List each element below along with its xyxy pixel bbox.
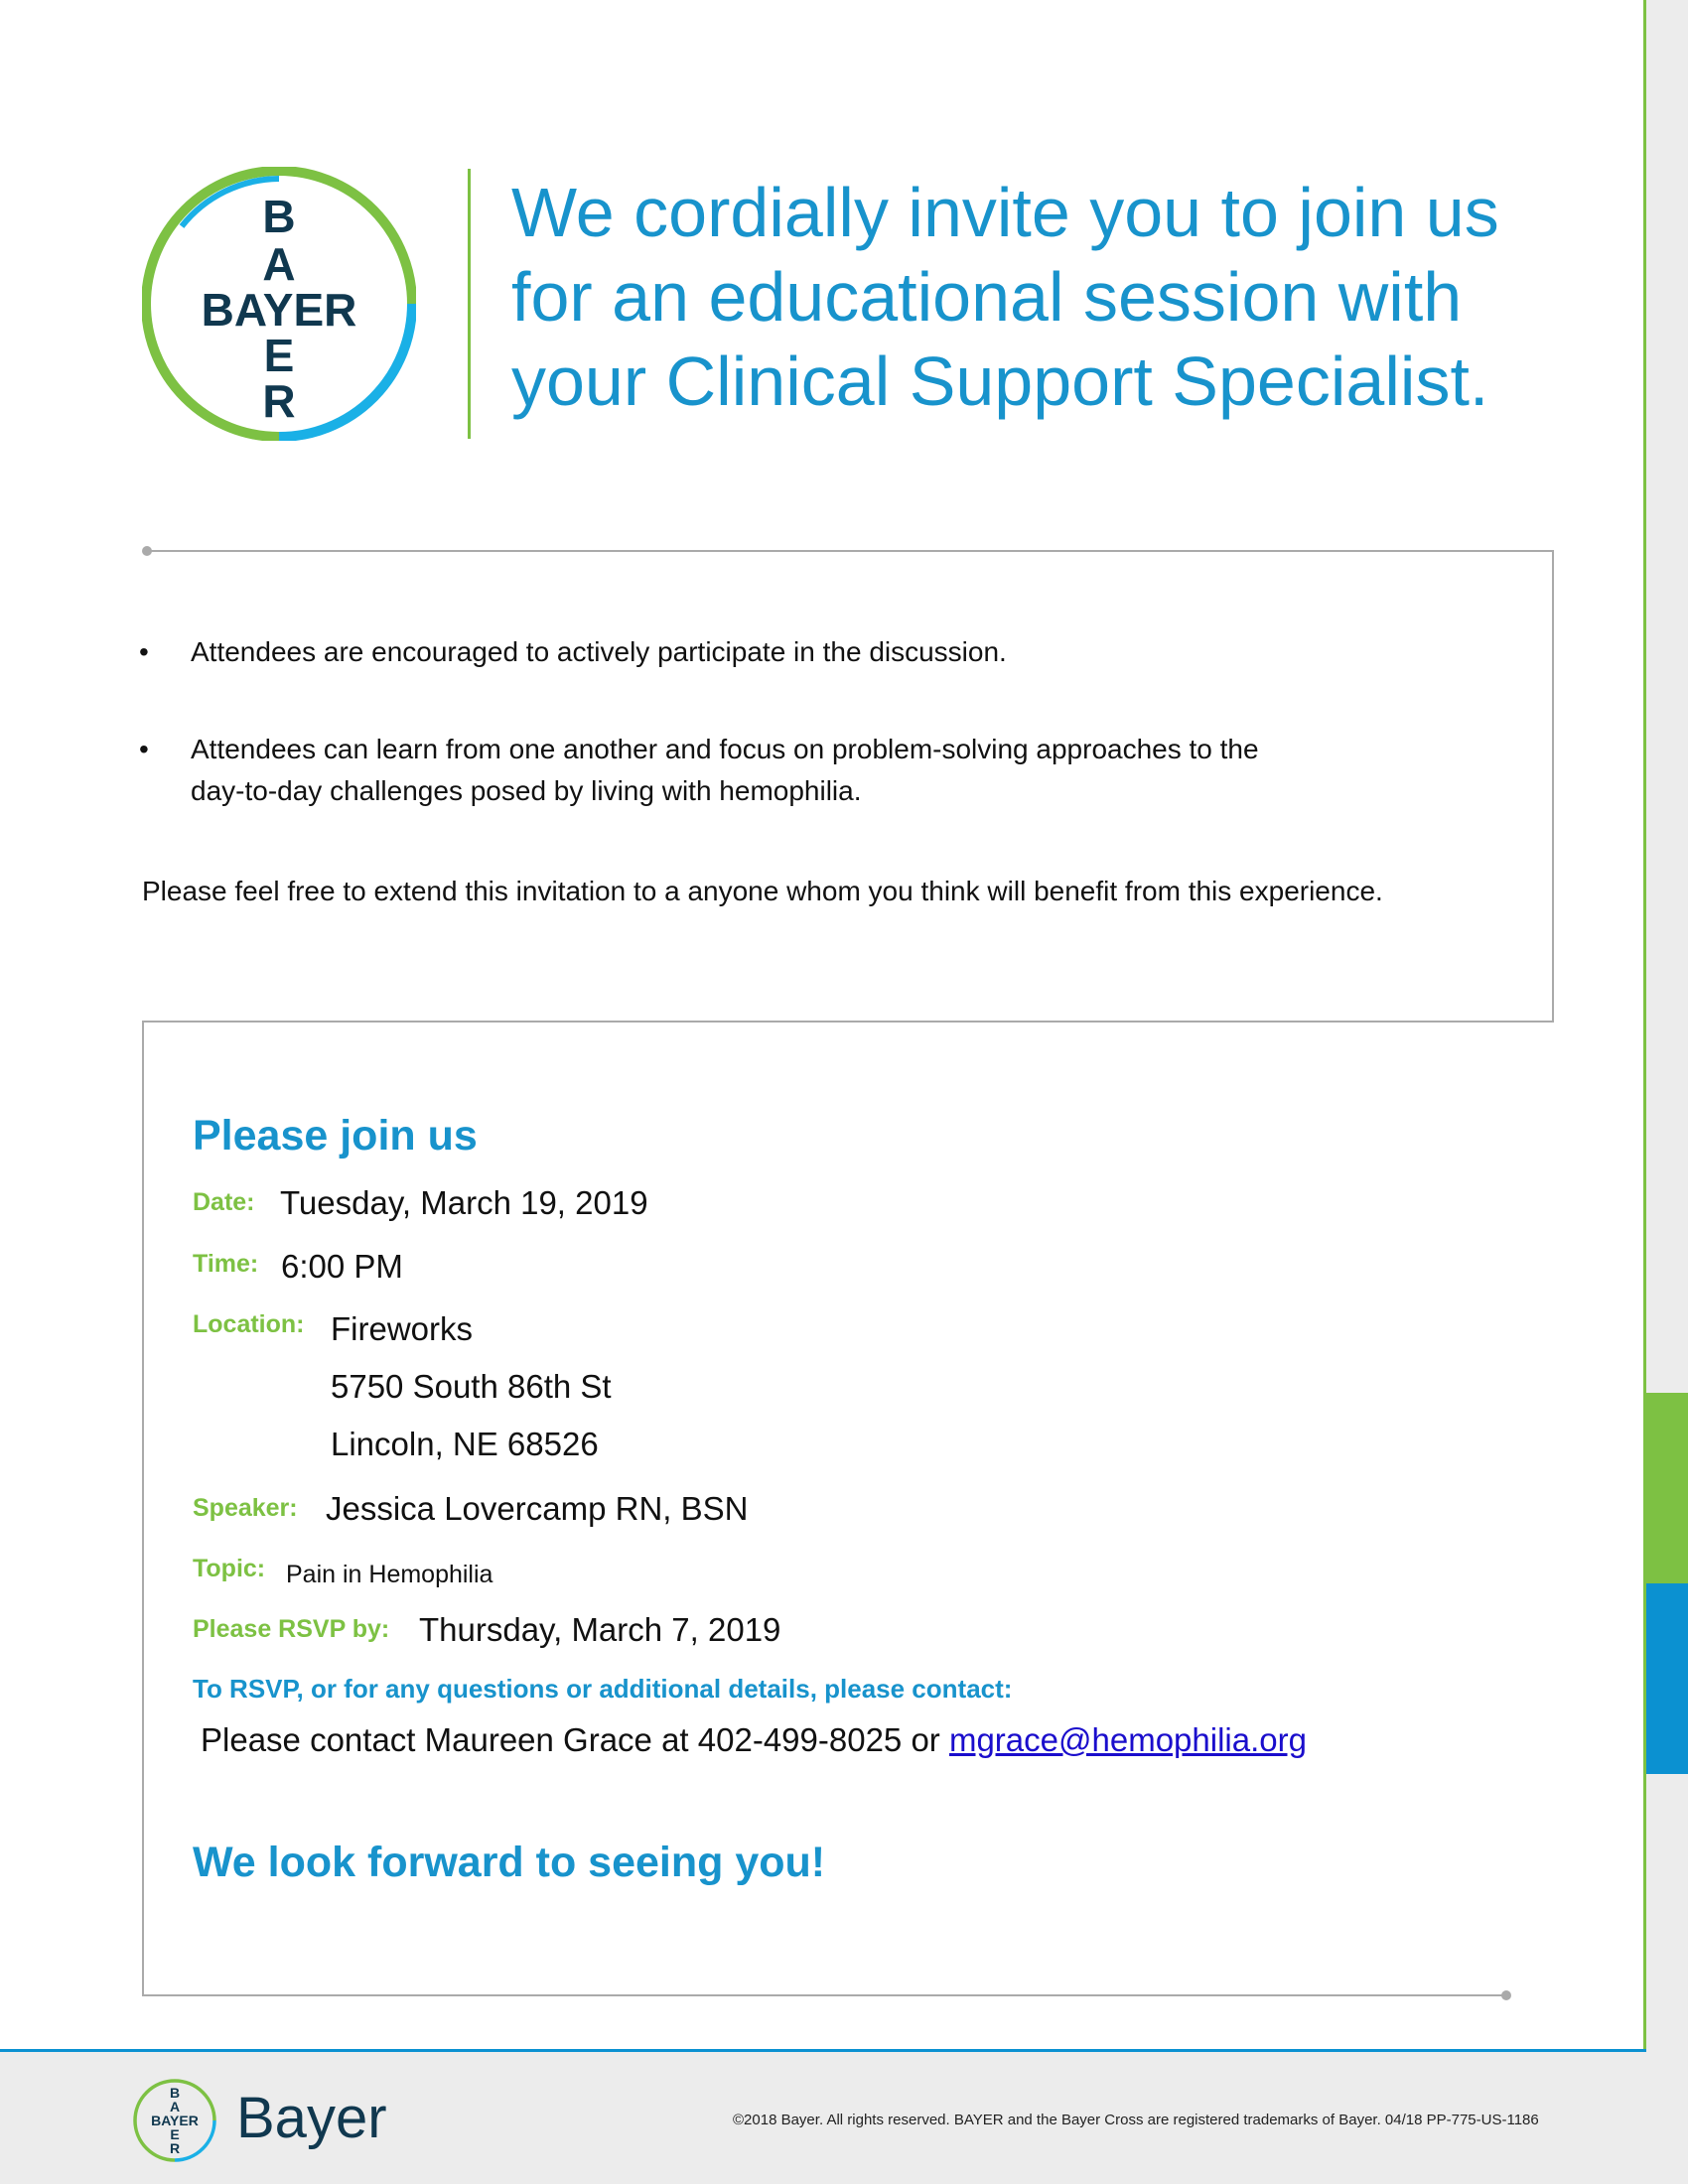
location-line: 5750 South 86th St — [331, 1368, 612, 1405]
location-line: Lincoln, NE 68526 — [331, 1426, 599, 1462]
event-box-dot — [1501, 1990, 1511, 2000]
contact-email-link[interactable]: mgrace@hemophilia.org — [948, 1721, 1307, 1758]
headline-line: your Clinical Support Specialist. — [511, 342, 1489, 420]
headline — [511, 171, 1623, 424]
logo-word: BAYER — [201, 284, 357, 336]
right-side-panel — [1646, 0, 1688, 2184]
join-title: Please join us — [193, 1112, 478, 1160]
footer-blue-rule — [0, 2049, 1646, 2052]
speaker-value: Jessica Lovercamp RN, BSN — [326, 1490, 749, 1527]
footer-legal-text: ©2018 Bayer. All rights reserved. BAYER and the Bayer Cross are registered trademarks of Bayer. 04/18 PP-775-US-1186 — [733, 2112, 1539, 2128]
info-box-top-border — [145, 550, 1554, 552]
bayer-cross-logo — [142, 167, 416, 441]
info-box-bottom-border — [142, 1021, 1554, 1023]
rsvp-date: Thursday, March 7, 2019 — [419, 1611, 781, 1648]
headline-line: We cordially invite you to join us — [511, 174, 1499, 251]
location-line: Fireworks — [331, 1310, 474, 1347]
bullet-text: day-to-day challenges posed by living with hemophilia. — [191, 775, 862, 806]
logo-letter-r: R — [262, 375, 296, 427]
logo-letter-a: A — [262, 238, 296, 290]
footer-logo-word: BAYER — [151, 2113, 199, 2128]
header-divider — [468, 169, 471, 439]
event-box-left-border — [142, 1021, 144, 1996]
speaker-label: Speaker: — [193, 1494, 298, 1522]
bullet-dot: • — [139, 734, 149, 764]
footer-wordmark: Bayer — [236, 2086, 387, 2150]
rsvp-label: Please RSVP by: — [193, 1615, 390, 1643]
blue-accent-bar — [1646, 1583, 1688, 1774]
headline-line: for an educational session with — [511, 258, 1463, 336]
time-value: 6:00 PM — [281, 1248, 403, 1285]
closing-message: We look forward to seeing you! — [193, 1839, 826, 1886]
footer-logo-letter: A — [169, 2099, 181, 2115]
date-label: Date: — [193, 1188, 255, 1216]
location-label: Location: — [193, 1310, 305, 1338]
topic-label: Topic: — [193, 1555, 266, 1582]
info-box-right-border — [1552, 550, 1554, 1023]
invitation-note: Please feel free to extend this invitation to a anyone whom you think will benefit from this experience. — [142, 876, 1383, 906]
date-value: Tuesday, March 19, 2019 — [280, 1184, 648, 1221]
footer-logo-letter: B — [169, 2085, 181, 2101]
footer-logo-letter: E — [170, 2126, 180, 2142]
time-label: Time: — [193, 1250, 259, 1278]
bullet-text: Attendees are encouraged to actively participate in the discussion. — [191, 636, 1007, 667]
green-accent-bar — [1646, 1393, 1688, 1583]
event-box-bottom-border — [142, 1994, 1506, 1996]
footer-logo-letter: R — [169, 2140, 181, 2156]
footer-bayer-cross-logo — [132, 2078, 217, 2163]
contact-line — [201, 1721, 1307, 1759]
info-box-dot — [142, 546, 152, 556]
logo-letter-e: E — [263, 330, 295, 381]
contact-heading: To RSVP, or for any questions or additional details, please contact: — [193, 1674, 1013, 1704]
contact-text: Please contact Maureen Grace at 402-499-8025 or — [201, 1721, 949, 1758]
bullet-dot: • — [139, 636, 149, 667]
topic-value: Pain in Hemophilia — [286, 1561, 493, 1588]
logo-letter-b: B — [262, 191, 296, 242]
bullet-text: Attendees can learn from one another and focus on problem-solving approaches to the — [191, 734, 1259, 764]
